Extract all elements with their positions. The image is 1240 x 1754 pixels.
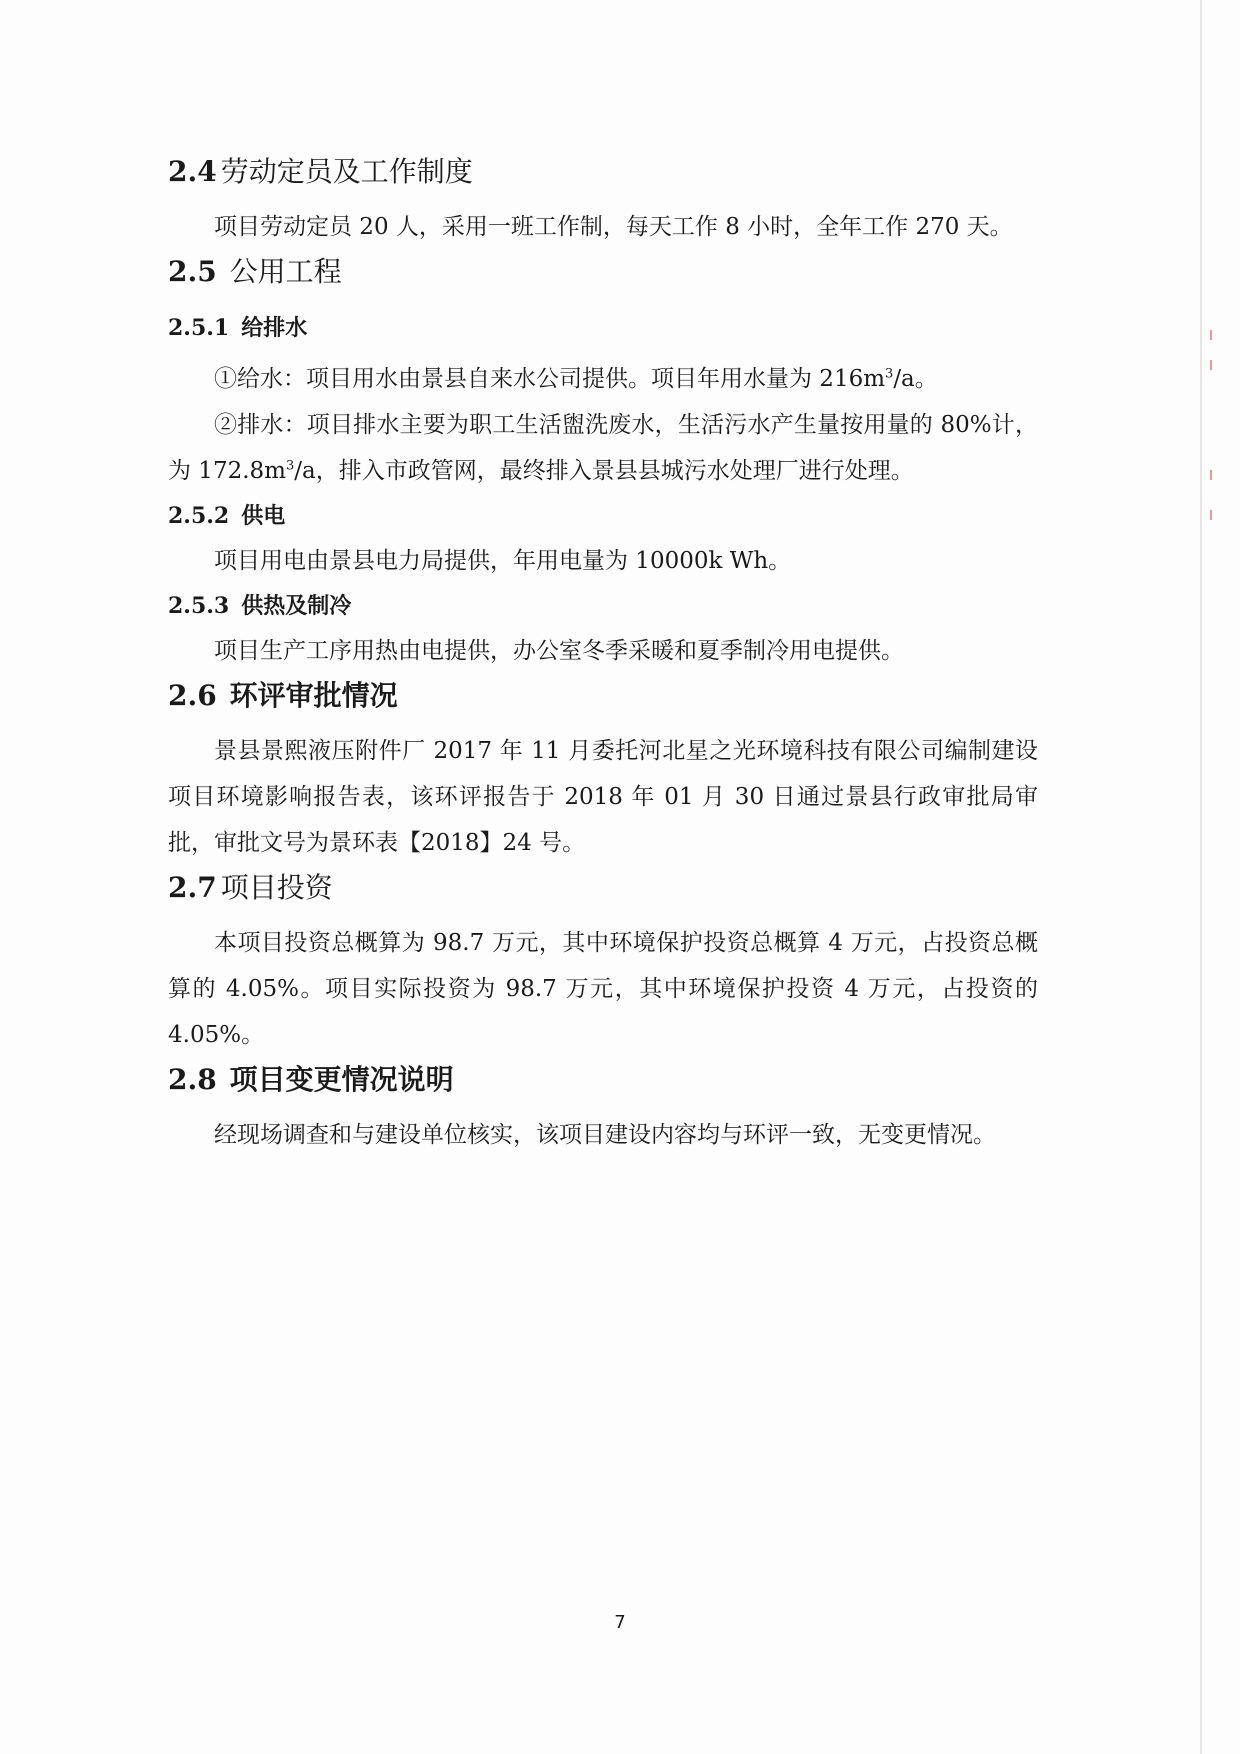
page-number: 7: [614, 1612, 626, 1633]
subsection-number: 2.5.3: [168, 593, 230, 619]
water-supply-text: ①给水：项目用水由景县自来水公司提供。项目年用水量为 216m: [214, 366, 886, 392]
scan-mark: [1210, 470, 1212, 480]
subsection-number: 2.5.1: [168, 315, 230, 341]
section-heading-2-5: [168, 250, 1038, 294]
paragraph-staffing: 项目劳动定员 20 人，采用一班工作制，每天工作 8 小时，全年工作 270 天。: [214, 214, 1013, 240]
section-number: 2.5: [168, 255, 217, 288]
paragraph-drainage: [168, 402, 1038, 494]
subsection-heading-2-5-2: [168, 494, 1038, 538]
section-number: 2.4: [168, 155, 217, 188]
subsection-title: 供热及制冷: [241, 593, 352, 619]
paragraph-eia-approval: 景县景熙液压附件厂 2017 年 11 月委托河北星之光环境科技有限公司编制建设项目环境影响报告表，该环评报告于 2018 年 01 月 30 日通过景县行政审批局审批，审批文号为景环表【2018】24 号。: [168, 738, 1038, 856]
subsection-title: 供电: [241, 503, 286, 529]
subsection-title: 给排水: [241, 315, 308, 341]
page-edge: [1200, 0, 1202, 1754]
section-title: 环评审批情况: [229, 679, 398, 712]
superscript: 3: [285, 458, 295, 474]
water-supply-unit: /a。: [893, 366, 938, 392]
drainage-text-rest: /a，排入市政管网，最终排入景县县城污水处理厂进行处理。: [294, 458, 914, 484]
paragraph-power: 项目用电由景县电力局提供，年用电量为 10000k Wh。: [214, 548, 792, 574]
section-title: 项目变更情况说明: [229, 1063, 454, 1096]
paragraph-changes: 经现场调查和与建设单位核实，该项目建设内容均与环评一致，无变更情况。: [214, 1122, 996, 1148]
paragraph-investment: 本项目投资总概算为 98.7 万元，其中环境保护投资总概算 4 万元，占投资总概算的 4.05%。项目实际投资为 98.7 万元，其中环境保护投资 4 万元，占投资的 4.05%。: [168, 930, 1038, 1048]
section-heading-2-8: [168, 1058, 1038, 1102]
subsection-heading-2-5-1: [168, 306, 1038, 350]
section-number: 2.6: [168, 679, 217, 712]
subsection-heading-2-5-3: [168, 584, 1038, 628]
scan-mark: [1210, 360, 1212, 370]
section-number: 2.7: [168, 871, 217, 904]
section-title: 项目投资: [220, 871, 333, 904]
section-heading-2-4: [168, 150, 1038, 194]
section-title: 劳动定员及工作制度: [220, 155, 473, 188]
paragraph-heating-cooling: 项目生产工序用热由电提供，办公室冬季采暖和夏季制冷用电提供。: [214, 638, 904, 664]
section-number: 2.8: [168, 1063, 217, 1096]
section-heading-2-7: [168, 866, 1038, 910]
section-heading-2-6: [168, 674, 1038, 718]
scan-mark: [1210, 510, 1212, 520]
section-title: 公用工程: [229, 255, 342, 288]
document-body: [168, 150, 1038, 1158]
paragraph-water-supply: [168, 356, 1038, 402]
drainage-text: ②排水：项目排水主要为职工生活盥洗废水，生活污水产生量按用量的 80%计，为 172.8m: [168, 412, 1038, 484]
superscript: 3: [885, 366, 894, 382]
scan-mark: [1210, 330, 1212, 340]
subsection-number: 2.5.2: [168, 503, 230, 529]
